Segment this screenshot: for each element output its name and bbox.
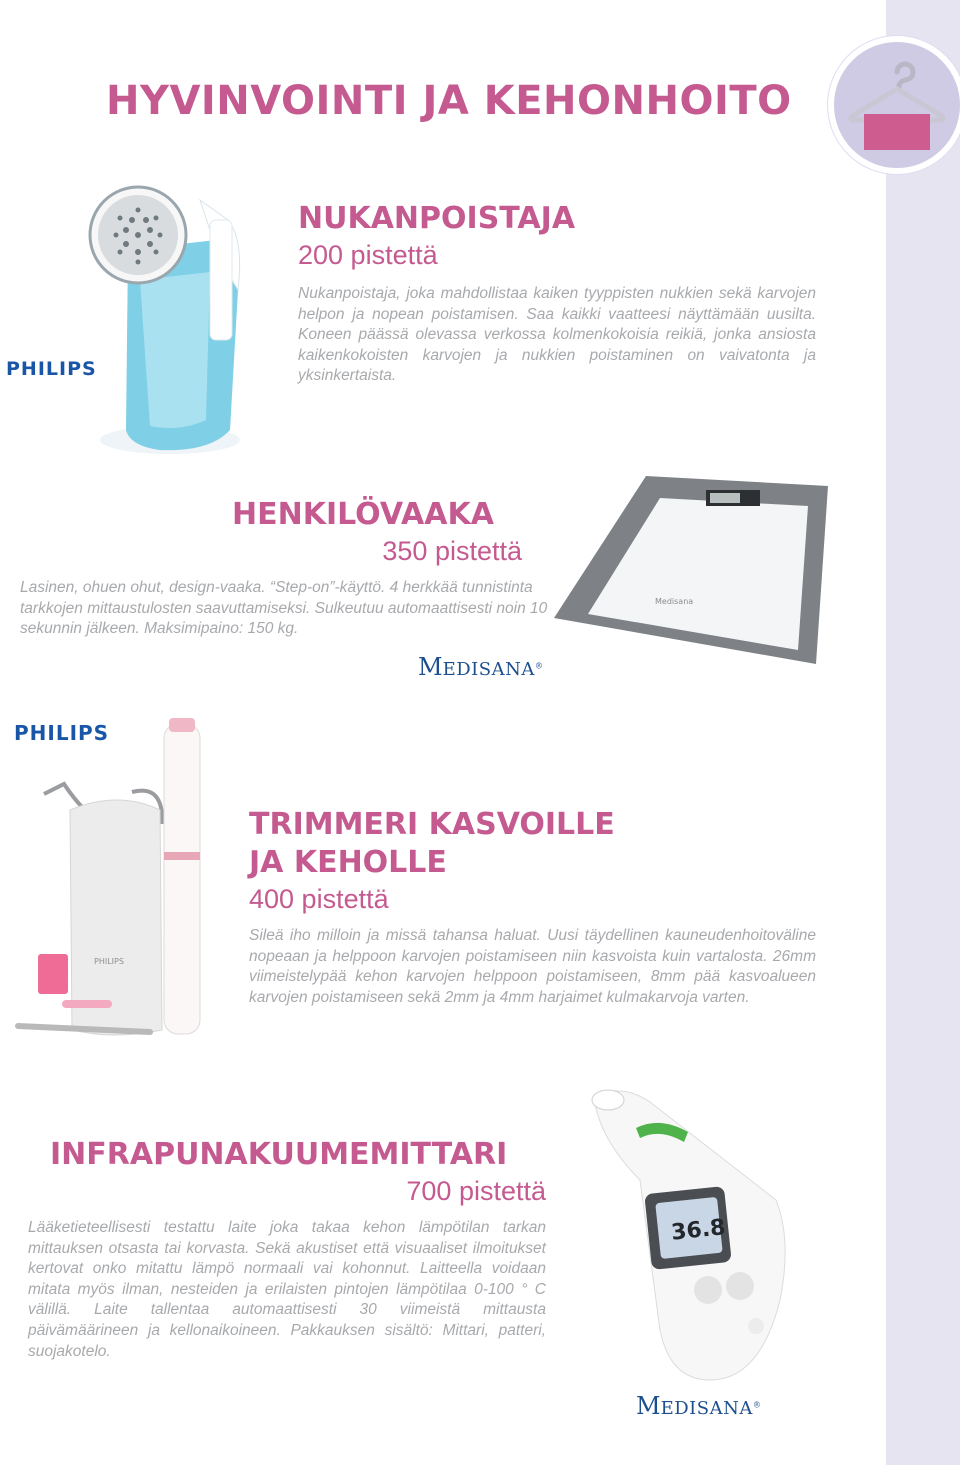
product-points: 350 pistettä	[382, 536, 522, 566]
body-trimmer-image	[14, 714, 234, 1046]
product-description: Sileä iho milloin ja missä tahansa haluat. Uusi täydellinen kauneudenhoitoväline nopeaan ja helppoon karvojen poistamiseen niin kasvoista kuin vartalosta. 26mm viimeistelypää kehon karvojen helppoon poistamiseen, 8mm pää kasvoalueen karvojen poistamiseen sekä 2mm ja 4mm harjaimet kulmakarvoja varten.	[249, 927, 816, 1006]
hanger-icon	[834, 42, 960, 168]
product-points: 400 pistettä	[249, 884, 389, 914]
brand-logo-medisana: MEDISANA®	[636, 1392, 761, 1420]
category-badge	[828, 36, 960, 174]
bathroom-scale-image	[550, 468, 850, 668]
side-stripe	[886, 0, 960, 1465]
product-title-line-1: TRIMMERI KASVOILLE	[249, 807, 615, 842]
svg-text:Medisana: Medisana	[655, 597, 694, 606]
product-title: NUKANPOISTAJA	[298, 201, 576, 236]
lint-remover-image	[60, 140, 260, 470]
product-description: Lääketieteellisesti testattu laite joka takaa kehon lämpötilan tarkan mittauksen otsasta tai korvasta. Sekä akustiset että visuaaliset ilmoitukset kertovat onko mitattu lämpö normaali vai kohonnut. Laitteella voidaan mitata myös ilman, nesteiden ja erilaisten pintojen lämpötilaa 0-100 ° C välillä. Laite tallentaa automaattisesti 30 viimeistä mittausta päivämäärineen ja kellonaikoineen. Pakkauksen sisältö: Mittari, patteri, suojakotelo.	[28, 1219, 546, 1360]
product-title: HENKILÖVAAKA	[232, 497, 494, 532]
product-title-line-2: JA KEHOLLE	[249, 845, 447, 880]
page-title: HYVINVOINTI JA KEHONHOITO	[106, 78, 792, 124]
product-title: INFRAPUNAKUUMEMITTARI	[50, 1137, 508, 1172]
product-description: Nukanpoistaja, joka mahdollistaa kaiken tyyppisten nukkien sekä karvojen helpon ja nopean poistamisen. Saa kaikki vaatteesi näyttämään uusilta. Koneen päässä olevassa verkossa kolmenkokoisia reikiä, jonka ansiosta kaikenkokoisten karvojen ja nukkien poistaminen on vaivatonta ja yksinkertaista.	[298, 285, 816, 385]
svg-text:PHILIPS: PHILIPS	[94, 957, 124, 966]
brand-logo-philips: PHILIPS	[14, 721, 110, 745]
thermometer-reading: 36.8	[670, 1215, 727, 1246]
product-description: Lasinen, ohuen ohut, design-vaaka. “Step-on”-käyttö. 4 herkkää tunnistinta tarkkojen mittaustulosten saavuttamiseksi. Sulkeutuu automaattisesti noin 10 sekunnin jälkeen. Maksimipaino: 150 kg.	[20, 579, 548, 638]
product-points: 200 pistettä	[298, 240, 438, 270]
brand-logo-philips: PHILIPS	[6, 358, 97, 380]
thermometer-image	[580, 1080, 800, 1390]
brand-logo-medisana: MEDISANA®	[418, 653, 543, 681]
product-points: 700 pistettä	[406, 1176, 546, 1206]
